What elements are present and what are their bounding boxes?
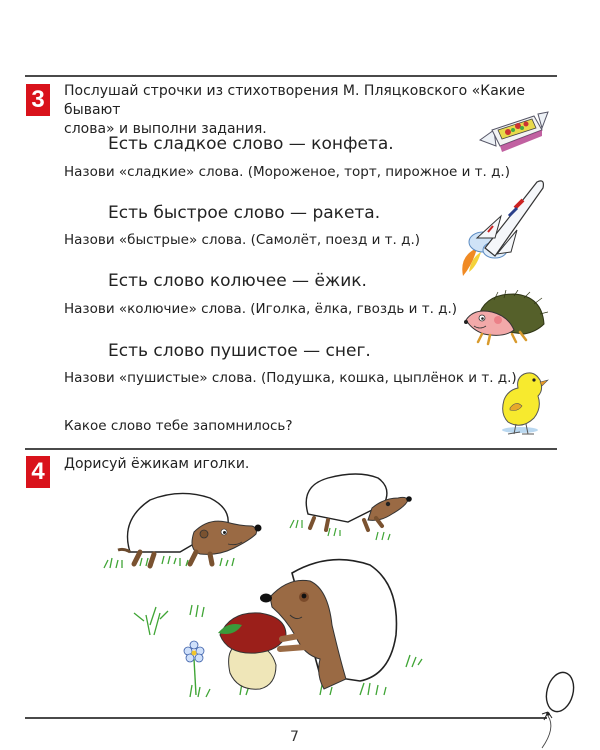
chick-icon (494, 370, 554, 442)
rocket-icon (455, 176, 555, 281)
candy-icon (478, 108, 550, 158)
task-number-badge: 3 (26, 84, 50, 116)
section-divider-top (25, 75, 557, 77)
flower-icon (184, 641, 204, 695)
hedgehog-outline-drawing (288, 472, 418, 542)
hedgehog-mushroom-drawing (120, 555, 430, 705)
section-divider-bottom (25, 717, 547, 719)
task-number-badge: 4 (26, 456, 50, 488)
poem-line: Есть слово пушистое — снег. (108, 341, 371, 361)
section-divider-middle (25, 448, 557, 450)
task-prompt: Назови «пушистые» слова. (Подушка, кошка, цыплёнок и т. д.) (64, 370, 517, 386)
poem-line: Есть быстрое слово — ракета. (108, 203, 381, 223)
task-instruction-line: слова» и выполни задания. (64, 121, 267, 137)
task-prompt: Назови «сладкие» слова. (Мороженое, торт, пирожное и т. д.) (64, 164, 510, 180)
task-instruction: Дорисуй ёжикам иголки. (64, 456, 250, 472)
task-prompt: Назови «быстрые» слова. (Самолёт, поезд и т. д.) (64, 232, 421, 248)
hedgehog-icon (464, 290, 548, 348)
poem-line: Есть сладкое слово — конфета. (108, 134, 394, 154)
task-question: Какое слово тебе запомнилось? (64, 418, 293, 434)
task-instruction-line: Послушай строчки из стихотворения М. Пляцковского «Какие бывают (64, 83, 525, 118)
task-prompt: Назови «колючие» слова. (Иголка, ёлка, гвоздь и т. д.) (64, 301, 458, 317)
balloon-icon (534, 668, 584, 750)
poem-line: Есть слово колючее — ёжик. (108, 271, 367, 291)
page-number: 7 (290, 729, 299, 745)
